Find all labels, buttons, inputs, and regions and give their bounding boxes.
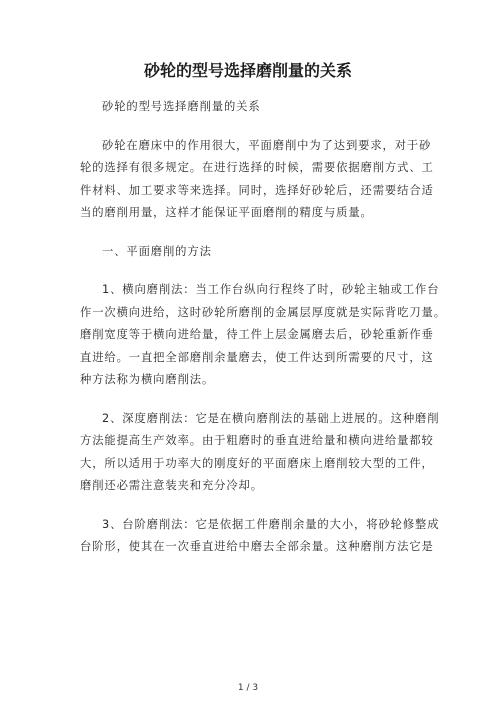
intro-paragraph — [80, 135, 434, 225]
paragraph-line: 磨削宽度等于横向进给量，待工件上层金属磨去后，砂轮重新作垂 — [80, 328, 434, 341]
paragraph-line: 种方法称为横向磨削法。 — [80, 373, 215, 386]
method-2-paragraph — [80, 408, 440, 498]
paragraph-line: 件材料、加工要求等来选择。同时，选择好砂轮后，还需要结合适 — [80, 183, 434, 197]
page-number: 1 / 3 — [237, 683, 259, 693]
paragraph-line: 磨削还必需注意装夹和充分冷却。 — [80, 479, 263, 492]
paragraph-line: 2、深度磨削法：它是在横向磨削法的基础上进展的。这种磨削 — [102, 411, 440, 425]
paragraph-line: 砂轮在磨床中的作用很大，平面磨削中为了达到要求，对于砂 — [102, 138, 432, 152]
paragraph-line: 3、台阶磨削法：它是依据工件磨削余量的大小，将砂轮修整成 — [102, 517, 440, 531]
paragraph-line: 轮的选择有很多规定。在进行选择的时候，需要依据磨削方式、工 — [80, 161, 434, 174]
method-1-paragraph — [80, 279, 446, 392]
paragraph-line: 当的磨削用量，这样才能保证平面磨削的精度与质量。 — [80, 206, 373, 219]
paragraph-line: 1、横向磨削法：当工作台纵向行程终了时，砂轮主轴或工作台 — [102, 283, 440, 296]
document-body — [80, 96, 446, 575]
paragraph-line: 直进给。一直把全部磨削余量磨去，使工件达到所需要的尺寸，这 — [80, 350, 434, 364]
section-heading — [102, 241, 432, 264]
subtitle-line: 砂轮的型号选择磨削量的关系 — [102, 100, 261, 113]
paragraph-line: 大，所以适用于功率大的刚度好的平面磨床上磨削较大型的工件， — [80, 456, 434, 470]
method-3-paragraph — [80, 514, 440, 559]
paragraph-line: 方法能提高生产效率。由于粗磨时的垂直进给量和横向进给量都较 — [80, 434, 434, 447]
paragraph-line: 台阶形，使其在一次垂直进给中磨去全部余量。这种磨削方法它是 — [80, 540, 434, 553]
subtitle-paragraph — [102, 96, 432, 119]
paragraph-line: 作一次横向进给，这时砂轮所磨削的金属层厚度就是实际背吃刀量。 — [80, 305, 446, 319]
document-title: 砂轮的型号选择磨削量的关系 — [143, 61, 352, 80]
section-heading-line: 一、平面磨削的方法 — [102, 244, 212, 258]
